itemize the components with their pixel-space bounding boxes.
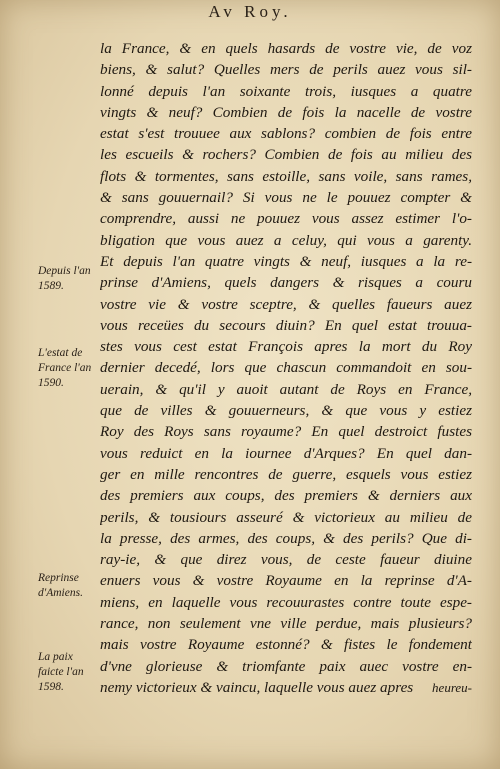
text-line: dernier decedé, lors que chascun commandoit en sou- [100,359,472,377]
margin-note-1589 [38,264,104,294]
margin-note-line: d'Amiens. [38,587,83,599]
text-line: miens, en laquelle vous recouurastes contre toute espe- [100,593,472,611]
text-line: vostre vie & vostre sceptre, & quelles faueurs auez [100,295,472,313]
text-line: comprendre, aussi ne pouuez vous assez estimer l'o- [100,210,472,228]
text-line: d'vne glorieuse & triomfante paix auec vostre en- [100,657,472,675]
margin-note-line: 1589. [38,280,64,292]
text-line: enuers vous & vostre Royaume en la reprinse d'A- [100,572,472,590]
margin-note-line: France l'an [38,362,92,374]
margin-note-line: L'estat de [38,347,83,359]
margin-note-line: La paix [38,651,73,663]
text-line: lonné depuis l'an soixante trois, iusques a quatre [100,82,472,100]
text-line: nemy victorieux & vaincu, laquelle vous auez apres [100,678,414,696]
text-line: uerain, & qu'il y auoit autant de Roys en France, [100,380,472,398]
text-line: Roy des Roys sans royaume? En quel destroict fustes [100,423,472,441]
text-line: que de villes & gouuerneurs, & que vous y estiez [100,402,472,420]
text-line: des premiers aux coups, des premiers & derniers aux [100,487,472,505]
text-line: la presse, des armes, des coups, & des perils? Que di- [100,529,472,547]
text-line: flots & tormentes, sans estoille, sans voile, sans rames, [100,167,472,185]
text-line: biens, & salut? Quelles mers de perils auez vous sil- [100,61,472,79]
text-line: les escueils & rochers? Combien de fois au milieu des [100,146,472,164]
text-line: vous reduict en la iournee d'Arques? En quel dan- [100,444,472,462]
margin-note-line: Reprinse [38,572,79,584]
text-line: la France, & en quels hasards de vostre vie, de voz [100,40,472,57]
text-line: vous receües du secours diuin? En quel estat trouua- [100,316,472,334]
text-line: mais vostre Royaume estonné? & fistes le fondement [100,636,472,654]
text-line: vingts & neuf? Combien de fois la nacelle de vostre [100,103,472,121]
margin-note-paix-1598 [38,650,104,695]
text-line: rance, non seulement vne ville perdue, mais plusieurs? [100,615,472,633]
text-line: perils, & tousiours asseuré & victorieux au milieu de [100,508,472,526]
margin-note-line: 1598. [38,681,64,693]
text-line: ger en mille rencontres de guerre, esquels vous estiez [100,465,472,483]
text-line: stes vous cest estat François apres la mort du Roy [100,338,472,356]
text-line: estat s'est trouuee aux sablons? combien de fois entre [100,125,472,143]
margin-note-reprinse-amiens [38,571,104,601]
margin-note-line: faicte l'an [38,666,84,678]
margin-note-estat-1590 [38,346,104,391]
text-line: & sans gouuernail? Si vous ne le pouuez compter & [100,189,472,207]
text-line: ray-ie, & que direz vous, de ceste faueur diuine [100,551,472,569]
text-line: Et depuis l'an quatre vingts & neuf, iusques a la re- [100,252,472,270]
text-line: bligation que vous auez a celuy, qui vous a garenty. [100,231,472,249]
catchword: heureu- [432,680,472,695]
margin-note-line: Depuis l'an [38,265,91,277]
text-line: prinse d'Amiens, quels dangers & risques a couru [100,274,472,292]
margin-note-line: 1590. [38,377,64,389]
text-block [100,38,472,698]
running-header: Av Roy. [208,2,292,21]
